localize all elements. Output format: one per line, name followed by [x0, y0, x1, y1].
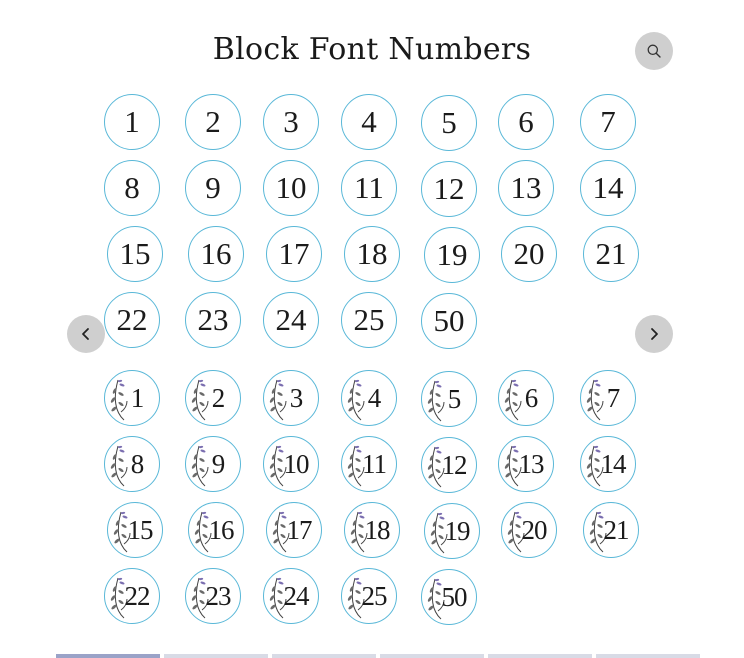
plain-number-number: 10 — [275, 170, 307, 205]
floral-number-circle — [498, 436, 554, 492]
plain-number-circle — [498, 94, 554, 150]
plain-number-number: 2 — [205, 104, 221, 139]
floral-number-circle — [266, 502, 322, 558]
product-image-viewer — [56, 0, 688, 658]
plain-number-number: 25 — [353, 302, 385, 337]
plain-number-circle — [341, 292, 397, 348]
floral-number-circle — [107, 502, 163, 558]
floral-number-row — [104, 368, 650, 434]
plain-number-number: 6 — [518, 104, 534, 139]
plain-number-number: 8 — [124, 170, 140, 205]
floral-number-number: 6 — [524, 382, 538, 413]
floral-number-circle — [341, 568, 397, 624]
floral-number-number: 15 — [127, 514, 153, 545]
floral-number-circle — [188, 502, 244, 558]
floral-number-number: 50 — [441, 581, 467, 612]
plain-number-circle — [580, 94, 636, 150]
floral-number-number: 16 — [208, 514, 234, 545]
plain-number-circle — [421, 293, 477, 349]
plain-number-circle — [185, 292, 241, 348]
plain-number-circle — [188, 226, 244, 282]
floral-number-number: 19 — [444, 515, 470, 546]
thumbnail[interactable] — [380, 654, 484, 658]
plain-number-circle — [266, 226, 322, 282]
thumbnail[interactable] — [596, 654, 700, 658]
floral-number-number: 5 — [447, 383, 461, 414]
plain-number-number: 7 — [600, 104, 616, 139]
floral-number-number: 2 — [211, 382, 225, 413]
thumbnail-strip — [56, 654, 688, 658]
laurel-leaf-icon — [426, 377, 448, 423]
floral-number-circle — [104, 436, 160, 492]
floral-number-circle — [421, 371, 477, 427]
plain-number-circle — [580, 160, 636, 216]
plain-number-number: 1 — [124, 104, 140, 139]
plain-number-circle — [263, 94, 319, 150]
previous-image-button[interactable] — [67, 315, 105, 353]
floral-number-row — [104, 500, 650, 566]
floral-number-circle — [263, 370, 319, 426]
floral-number-circle — [263, 436, 319, 492]
floral-number-number: 21 — [603, 514, 629, 545]
plain-number-row — [104, 290, 650, 356]
plain-number-number: 4 — [361, 104, 377, 139]
plain-number-circle — [421, 95, 477, 151]
thumbnail[interactable] — [56, 654, 160, 658]
laurel-leaf-icon — [190, 376, 212, 422]
plain-number-circle — [185, 94, 241, 150]
plain-number-number: 23 — [197, 302, 229, 337]
floral-number-circle — [583, 502, 639, 558]
floral-number-number: 9 — [211, 448, 225, 479]
floral-number-circle — [104, 568, 160, 624]
plain-number-number: 9 — [205, 170, 221, 205]
chevron-left-icon — [78, 326, 94, 342]
plain-number-number: 17 — [278, 236, 310, 271]
plain-number-circle — [424, 227, 480, 283]
laurel-leaf-icon — [346, 376, 368, 422]
plain-number-row — [104, 224, 650, 290]
floral-number-circle — [341, 436, 397, 492]
floral-number-number: 25 — [361, 580, 387, 611]
floral-number-circle — [501, 502, 557, 558]
floral-number-number: 17 — [286, 514, 312, 545]
plain-number-circle — [104, 94, 160, 150]
floral-number-circle — [344, 502, 400, 558]
floral-number-circle — [341, 370, 397, 426]
laurel-leaf-icon — [503, 376, 525, 422]
plain-number-number: 19 — [436, 237, 468, 272]
floral-number-circle — [185, 568, 241, 624]
laurel-leaf-icon — [109, 376, 131, 422]
plain-number-number: 12 — [433, 171, 465, 206]
floral-number-number: 1 — [130, 382, 144, 413]
floral-number-grid — [104, 368, 650, 632]
plain-number-number: 22 — [116, 302, 148, 337]
floral-number-circle — [185, 370, 241, 426]
plain-number-circle — [501, 226, 557, 282]
image-title: Block Font Numbers — [212, 32, 532, 67]
floral-number-number: 18 — [364, 514, 390, 545]
thumbnail[interactable] — [164, 654, 268, 658]
magnifier-icon — [646, 43, 662, 59]
plain-number-circle — [583, 226, 639, 282]
plain-number-circle — [421, 161, 477, 217]
plain-number-row — [104, 92, 650, 158]
plain-number-number: 20 — [513, 236, 545, 271]
floral-number-number: 12 — [441, 449, 467, 480]
floral-number-row — [104, 566, 650, 632]
floral-number-number: 3 — [289, 382, 303, 413]
floral-number-circle — [263, 568, 319, 624]
zoom-button[interactable] — [635, 32, 673, 70]
laurel-leaf-icon — [585, 376, 607, 422]
plain-number-circle — [498, 160, 554, 216]
floral-number-row — [104, 434, 650, 500]
plain-number-number: 14 — [592, 170, 624, 205]
plain-number-circle — [344, 226, 400, 282]
plain-number-number: 18 — [356, 236, 388, 271]
laurel-leaf-icon — [268, 376, 290, 422]
plain-number-row — [104, 158, 650, 224]
plain-number-circle — [185, 160, 241, 216]
plain-number-circle — [104, 292, 160, 348]
plain-number-circle — [104, 160, 160, 216]
plain-number-number: 3 — [283, 104, 299, 139]
plain-number-circle — [263, 292, 319, 348]
plain-number-grid — [104, 92, 650, 356]
floral-number-number: 22 — [124, 580, 150, 611]
plain-number-number: 15 — [119, 236, 151, 271]
floral-number-circle — [424, 503, 480, 559]
floral-number-circle — [580, 370, 636, 426]
floral-number-number: 8 — [130, 448, 144, 479]
floral-number-circle — [104, 370, 160, 426]
laurel-leaf-icon — [109, 442, 131, 488]
floral-number-number: 4 — [367, 382, 381, 413]
floral-number-number: 24 — [283, 580, 309, 611]
floral-number-number: 20 — [521, 514, 547, 545]
floral-number-number: 11 — [362, 448, 386, 479]
floral-number-number: 23 — [205, 580, 231, 611]
floral-number-number: 10 — [283, 448, 309, 479]
plain-number-number: 50 — [433, 303, 465, 338]
floral-number-number: 7 — [606, 382, 620, 413]
thumbnail[interactable] — [488, 654, 592, 658]
floral-number-circle — [421, 437, 477, 493]
floral-number-number: 14 — [600, 448, 626, 479]
laurel-leaf-icon — [190, 442, 212, 488]
floral-number-circle — [498, 370, 554, 426]
plain-number-number: 11 — [354, 170, 384, 205]
plain-number-circle — [107, 226, 163, 282]
next-image-button[interactable] — [635, 315, 673, 353]
plain-number-number: 24 — [275, 302, 307, 337]
plain-number-circle — [341, 94, 397, 150]
thumbnail[interactable] — [272, 654, 376, 658]
plain-number-circle — [263, 160, 319, 216]
plain-number-number: 13 — [510, 170, 542, 205]
plain-number-number: 5 — [441, 105, 457, 140]
plain-number-circle — [341, 160, 397, 216]
floral-number-circle — [580, 436, 636, 492]
plain-number-number: 16 — [200, 236, 232, 271]
floral-number-circle — [185, 436, 241, 492]
chevron-right-icon — [646, 326, 662, 342]
plain-number-number: 21 — [595, 236, 627, 271]
floral-number-circle — [421, 569, 477, 625]
floral-number-number: 13 — [518, 448, 544, 479]
